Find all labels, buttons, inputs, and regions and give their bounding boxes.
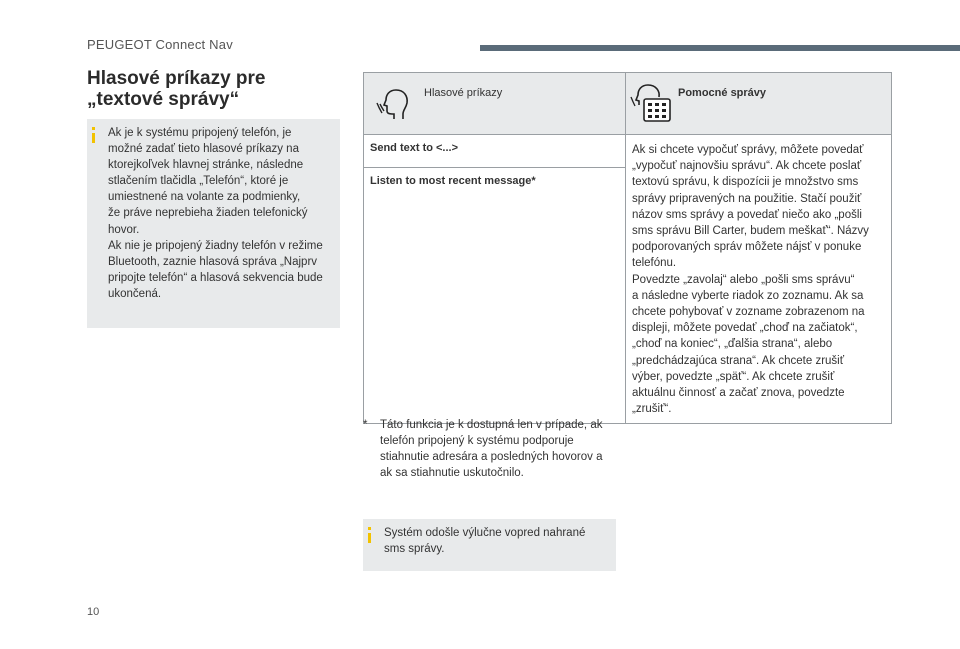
section-title-line1: Hlasové príkazy pre (87, 68, 266, 89)
command-listen-recent: Listen to most recent message* (364, 167, 626, 424)
header-title: PEUGEOT Connect Nav (87, 37, 233, 52)
info-box-text: Systém odošle výlučne vopred nahrané sms správy. (384, 527, 586, 556)
section-title-line2: „textové správy“ (87, 89, 240, 110)
page-number: 10 (87, 606, 100, 618)
voice-command-icon (374, 83, 414, 123)
column-header-responses-label: Pomocné správy (678, 87, 767, 99)
footnote-text: Táto funkcia je k dostupná len v prípade, ak telefón pripojený k systému podporuje stiahnutie adresára a posledných hovorov a ak sa stiahnutie uskutočnilo. (380, 419, 603, 480)
column-header-commands-label: Hlasové príkazy (424, 87, 503, 99)
column-header-commands (364, 73, 626, 135)
column-header-responses (626, 73, 892, 135)
info-icon (368, 533, 371, 543)
header-divider-bar (480, 45, 960, 51)
info-box-text: Ak je k systému pripojený telefón, je možné zadať tieto hlasové príkazy na ktorejkoľvek hlavnej stránke, následne stlačením tlačidla „Telefón“, ktoré je umiestnené na volante za podmienky, že práve neprebieha žiaden telefonický hovor. Ak nie je pripojený žiadny telefón v režime Bluetooth, zaznie hlasová správa „Najprv pripojte telefón“ a hlasová sekvencia bude ukončená. (108, 127, 323, 300)
command-response-text: Ak si chcete vypočuť správy, môžete povedať „vypočuť najnovšiu správu“. Ak chcete poslať textovú správu, k dispozícii je množstvo sms správy pripravených na použitie. Stačí použiť názov sms správy a povedať niečo ako „pošli sms správu Bill Carter, budem meškať“. Názvy podporovaných správ môžete nájsť v ponuke telefónu. Povedzte „zavolaj“ alebo „pošli sms správu“ a následne vyberte riadok zo zoznamu. Ak sa chcete pohybovať v zozname zobrazenom na displeji, môžete povedať „choď na začiatok“, „choď na koniec“, „ďalšia strana“, alebo „predchádzajúca strana“. Ak chcete zrušiť výber, povedzte „späť“. Ak chcete zrušiť aktuálnu činnosť a začať znova, povedzte „zrušiť“. (626, 135, 892, 424)
help-message-icon (630, 81, 674, 125)
info-icon (92, 133, 95, 143)
command-send-text: Send text to <...> (364, 135, 626, 168)
info-box-sms (363, 519, 616, 571)
voice-commands-table (363, 72, 892, 424)
footnote-mark: * (363, 419, 368, 431)
section-title (87, 68, 337, 110)
info-box-phone (87, 119, 340, 328)
